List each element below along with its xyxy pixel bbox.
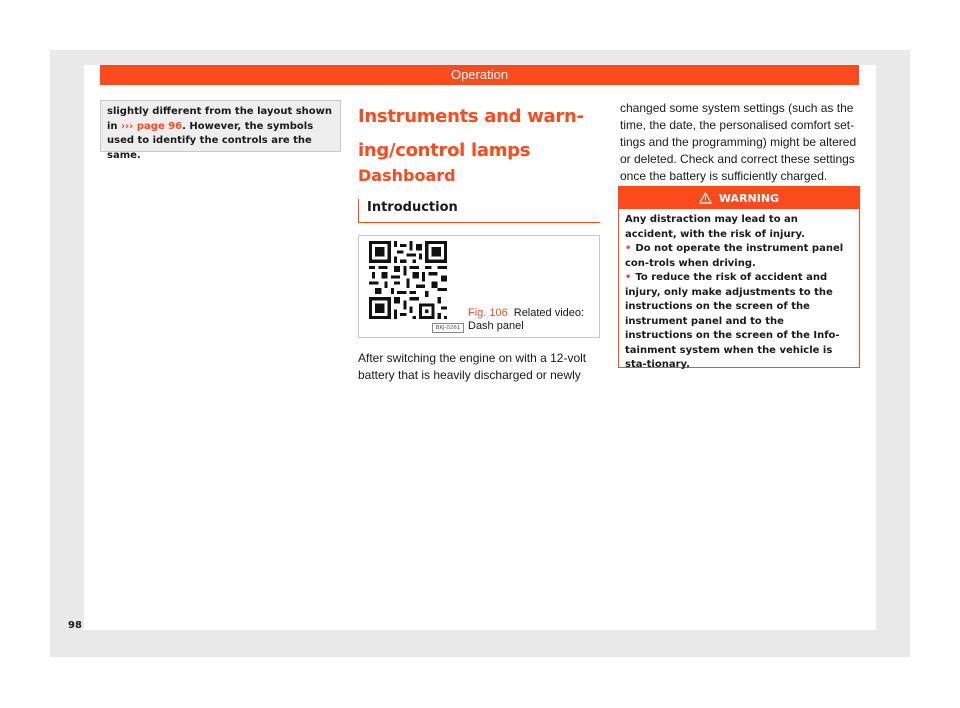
continuation-note <box>100 100 341 161</box>
figure-caption-text: Related video: Dash panel <box>468 307 585 332</box>
warning-bullet-text: Do not operate the instrument panel con-trols when driving. <box>625 243 844 269</box>
section-title-line2: ing/control lamps <box>358 140 531 161</box>
section-title-line1: Instruments and warn- <box>358 106 584 127</box>
bullet-icon: • <box>625 243 632 254</box>
warning-triangle-icon <box>699 192 712 204</box>
warning-intro: Any distraction may lead to an accident, with the risk of injury. <box>625 214 805 240</box>
warning-box <box>618 186 860 368</box>
introduction-heading-rule <box>358 199 600 223</box>
note-text-after: . However, the symbols used to identify the controls are the same. <box>107 120 314 161</box>
figure-box <box>358 235 600 338</box>
warning-bullet-1 <box>625 242 853 271</box>
section-header: Operation <box>100 65 859 85</box>
warning-bullet-text: To reduce the risk of accident and injury, only make adjustments to the instructions on the screen of the instrument panel and to the instructions on the screen of the Info-tainment system when the vehicle is sta-tionary. <box>625 272 840 370</box>
page-number: 98 <box>68 620 82 631</box>
figure-caption <box>468 307 598 333</box>
figure-label: Fig. 106 <box>468 307 508 319</box>
section-title <box>358 100 598 168</box>
note-text-before: slightly different from the layout shown in <box>107 106 333 132</box>
body-paragraph-battery: changed some system settings (such as the time, the date, the personalised comfort set-tings and the programming) might be altered or deleted. Check and correct these settings once the battery is sufficiently charged. <box>620 101 857 183</box>
bullet-icon: • <box>625 272 632 283</box>
body-paragraph-intro: After switching the engine on with a 12-volt battery that is heavily discharged or newly <box>358 351 587 382</box>
warning-body <box>619 209 859 377</box>
introduction-heading: Introduction <box>367 200 458 215</box>
page-reference-link[interactable]: ››› page 96 <box>121 120 183 132</box>
warning-header <box>619 187 859 209</box>
warning-title: WARNING <box>718 191 780 205</box>
warning-bullet-2 <box>625 271 853 373</box>
qr-code-icon[interactable] <box>369 241 447 319</box>
figure-code: BKJ-0261 <box>432 323 464 333</box>
section-subtitle: Dashboard <box>358 166 456 185</box>
